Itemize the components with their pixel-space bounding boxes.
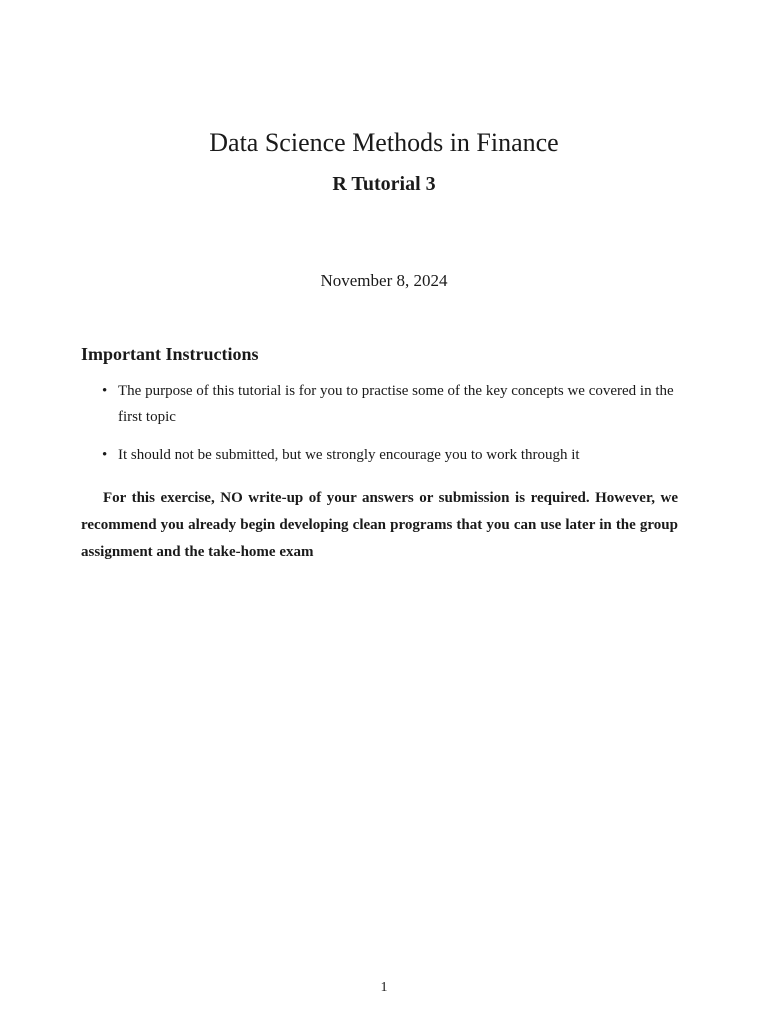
document-date: November 8, 2024 xyxy=(320,271,448,290)
document-title: Data Science Methods in Finance xyxy=(209,128,559,157)
list-item xyxy=(81,442,681,468)
instructions-list xyxy=(81,378,681,480)
section-heading: Important Instructions xyxy=(81,344,259,364)
page-number: 1 xyxy=(380,980,388,995)
document-subtitle: R Tutorial 3 xyxy=(332,173,436,195)
bullet-icon: • xyxy=(102,447,108,463)
list-item-text: The purpose of this tutorial is for you to practise some of the key concepts we covered in the first topic xyxy=(118,383,674,425)
bullet-icon: • xyxy=(102,383,108,399)
list-item xyxy=(81,378,681,430)
bold-note-paragraph: For this exercise, NO write-up of your answers or submission is required. However, we recommend you already begin developing clean programs that you can use later in the group assignment and the take-home exam xyxy=(81,490,678,560)
list-item-text: It should not be submitted, but we strongly encourage you to work through it xyxy=(118,447,580,463)
